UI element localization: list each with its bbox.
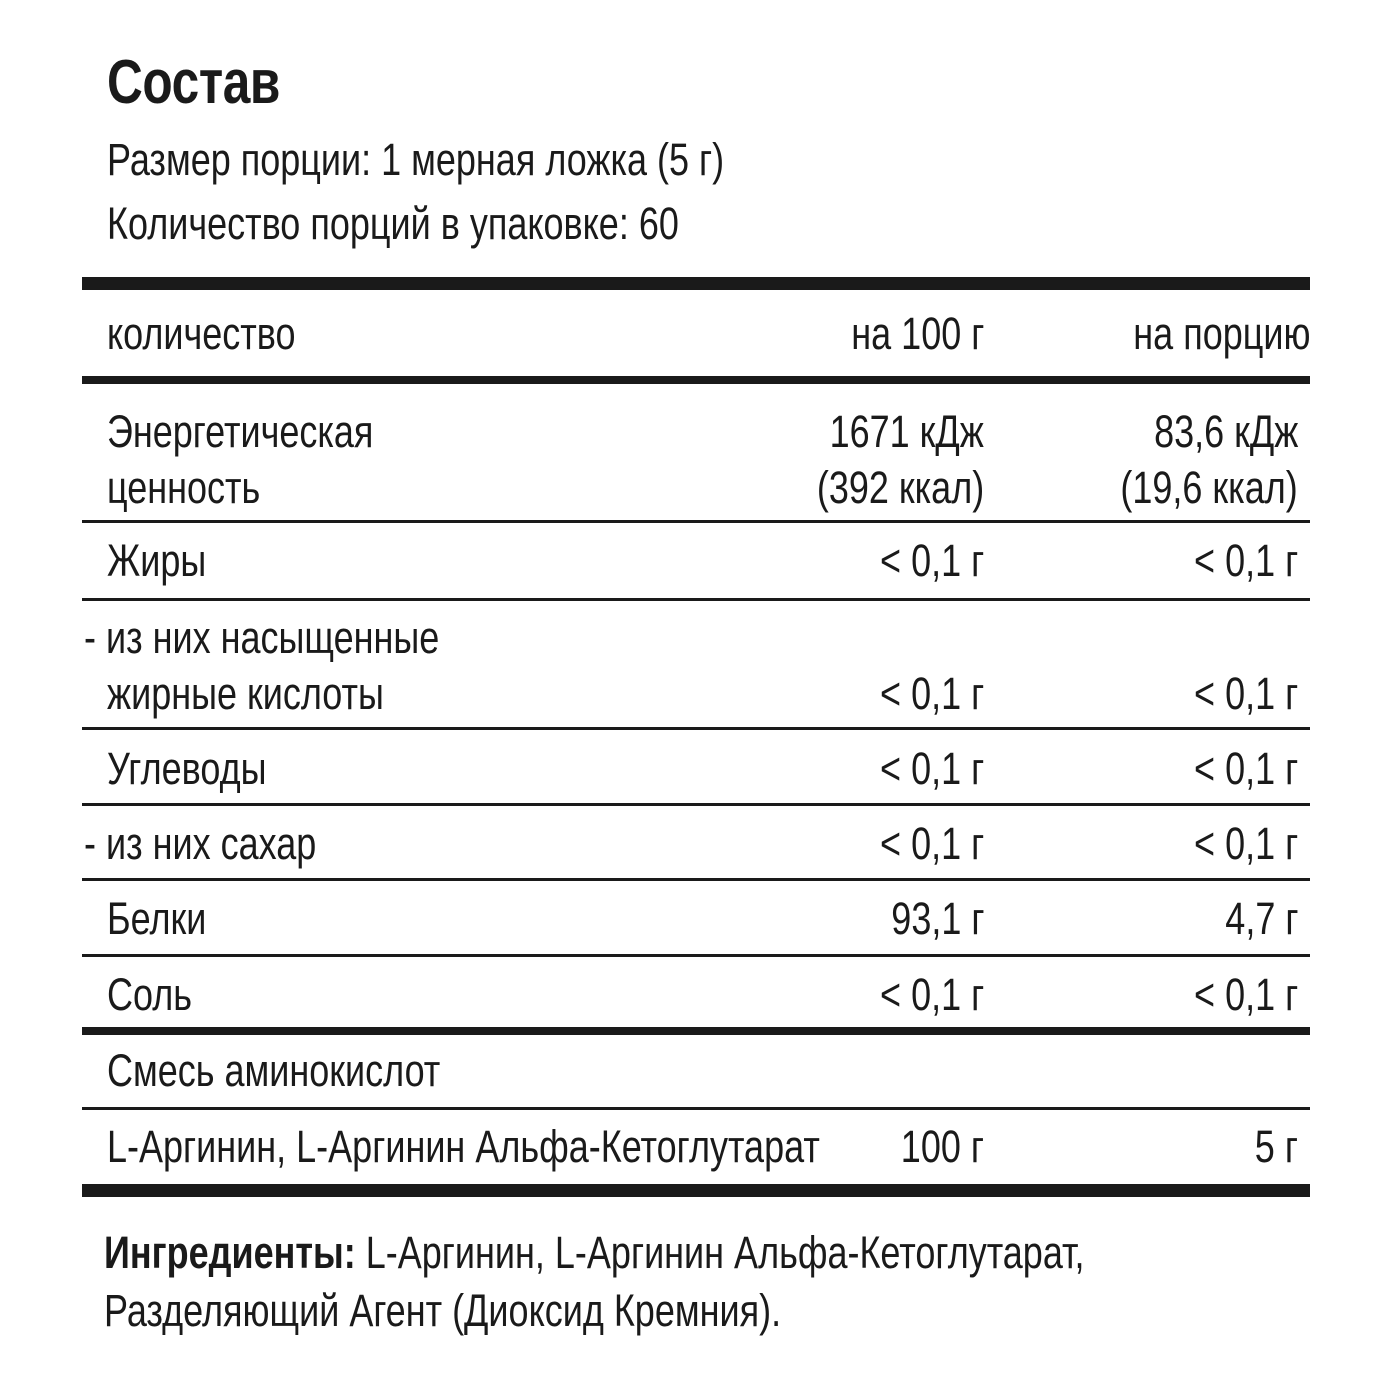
ingredients-text-line1: L-Аргинин, L-Аргинин Альфа-Кетоглутарат, [355,1227,1085,1278]
table-cell-per-serving [1076,460,1298,516]
table-row-label [84,610,528,666]
column-header-per-serving-text: на порцию [1132,308,1310,359]
table-row-label [107,666,453,722]
energy-per-serving-line2: (19,6 ккал) [1120,462,1298,513]
table-cell-per-serving [1244,1119,1298,1175]
ingredients-block [104,1224,1330,1340]
table-cell-per100 [791,404,984,460]
table-cell-per-serving [1118,404,1298,460]
sugar-per-serving: < 0,1 г [1193,818,1298,869]
table-row-label [107,741,306,797]
carbs-label: Углеводы [107,743,267,794]
column-header-label-text: количество [107,308,296,359]
table-row-label [107,1119,998,1175]
row-divider [82,727,1310,730]
section-divider [82,1027,1310,1035]
energy-per100-line2: (392 ккал) [816,462,984,513]
row-divider [82,803,1310,806]
servings-per-pack-text: Количество порций в упаковке: 60 [107,198,679,249]
table-cell-per100 [854,666,984,722]
column-header-label [107,306,343,362]
servings-per-pack [107,196,822,252]
row-divider [82,1107,1310,1110]
carbs-per-serving: < 0,1 г [1193,743,1298,794]
ingredients-line2 [104,1282,1330,1340]
table-row-label [84,816,374,872]
row-divider [82,954,1310,957]
sugar-label: - из них сахар [84,818,317,869]
row-divider [82,520,1310,523]
salt-label: Соль [107,969,192,1020]
table-cell-per-serving [1168,816,1298,872]
table-cell-per100 [854,533,984,589]
energy-per-serving-line1: 83,6 кДж [1153,406,1298,457]
table-row-label [107,533,231,589]
energy-label-line2: ценность [107,462,261,513]
fats-per-serving: < 0,1 г [1193,535,1298,586]
header-bottom-rule [82,376,1310,384]
page-title-text: Состав [107,48,281,117]
energy-label-line1: Энергетическая [107,406,374,457]
arginine-per-serving: 5 г [1254,1121,1298,1172]
protein-per100: 93,1 г [890,893,984,944]
carbs-per100: < 0,1 г [879,743,984,794]
table-cell-per-serving [1168,967,1298,1023]
ingredients-heading: Ингредиенты: [104,1227,356,1278]
saturated-label-line1: - из них насыщенные [84,612,440,663]
table-cell-per100 [854,741,984,797]
table-cell-per100 [854,816,984,872]
table-cell-per-serving [1168,666,1298,722]
table-cell-per-serving [1168,741,1298,797]
page-title [107,48,323,118]
table-row-label [107,1043,524,1099]
table-cell-per100 [775,460,984,516]
saturated-label-line2: жирные кислоты [107,668,384,719]
fats-label: Жиры [107,535,207,586]
table-cell-per100 [854,967,984,1023]
table-row-label [107,891,231,947]
table-row-label [107,460,299,516]
salt-per-serving: < 0,1 г [1193,969,1298,1020]
column-header-per100 [818,306,984,362]
ingredients-line1 [104,1224,1330,1282]
column-header-per-serving [1089,306,1310,362]
row-divider [82,598,1310,601]
serving-size [107,132,878,188]
sugar-per100: < 0,1 г [879,818,984,869]
protein-label: Белки [107,893,207,944]
table-cell-per100 [868,891,985,947]
saturated-per-serving: < 0,1 г [1193,668,1298,719]
table-bottom-rule [82,1184,1310,1197]
protein-per-serving: 4,7 г [1224,893,1298,944]
table-cell-per-serving [1168,533,1298,589]
table-row-label [107,967,213,1023]
energy-per100-line1: 1671 кДж [829,406,984,457]
arginine-label: L-Аргинин, L-Аргинин Альфа-Кетоглутарат [107,1121,820,1172]
amino-blend-label: Смесь аминокислот [107,1045,441,1096]
column-header-per100-text: на 100 г [850,308,984,359]
arginine-per100: 100 г [900,1121,984,1172]
table-cell-per100 [880,1119,984,1175]
ingredients-text-line2: Разделяющий Агент (Диоксид Кремния). [104,1285,782,1336]
serving-size-text: Размер порции: 1 мерная ложка (5 г) [107,134,725,185]
table-cell-per-serving [1207,891,1298,947]
table-top-rule [82,277,1310,290]
salt-per100: < 0,1 г [879,969,984,1020]
row-divider [82,878,1310,881]
saturated-per100: < 0,1 г [879,668,984,719]
fats-per100: < 0,1 г [879,535,984,586]
table-row-label [107,404,440,460]
